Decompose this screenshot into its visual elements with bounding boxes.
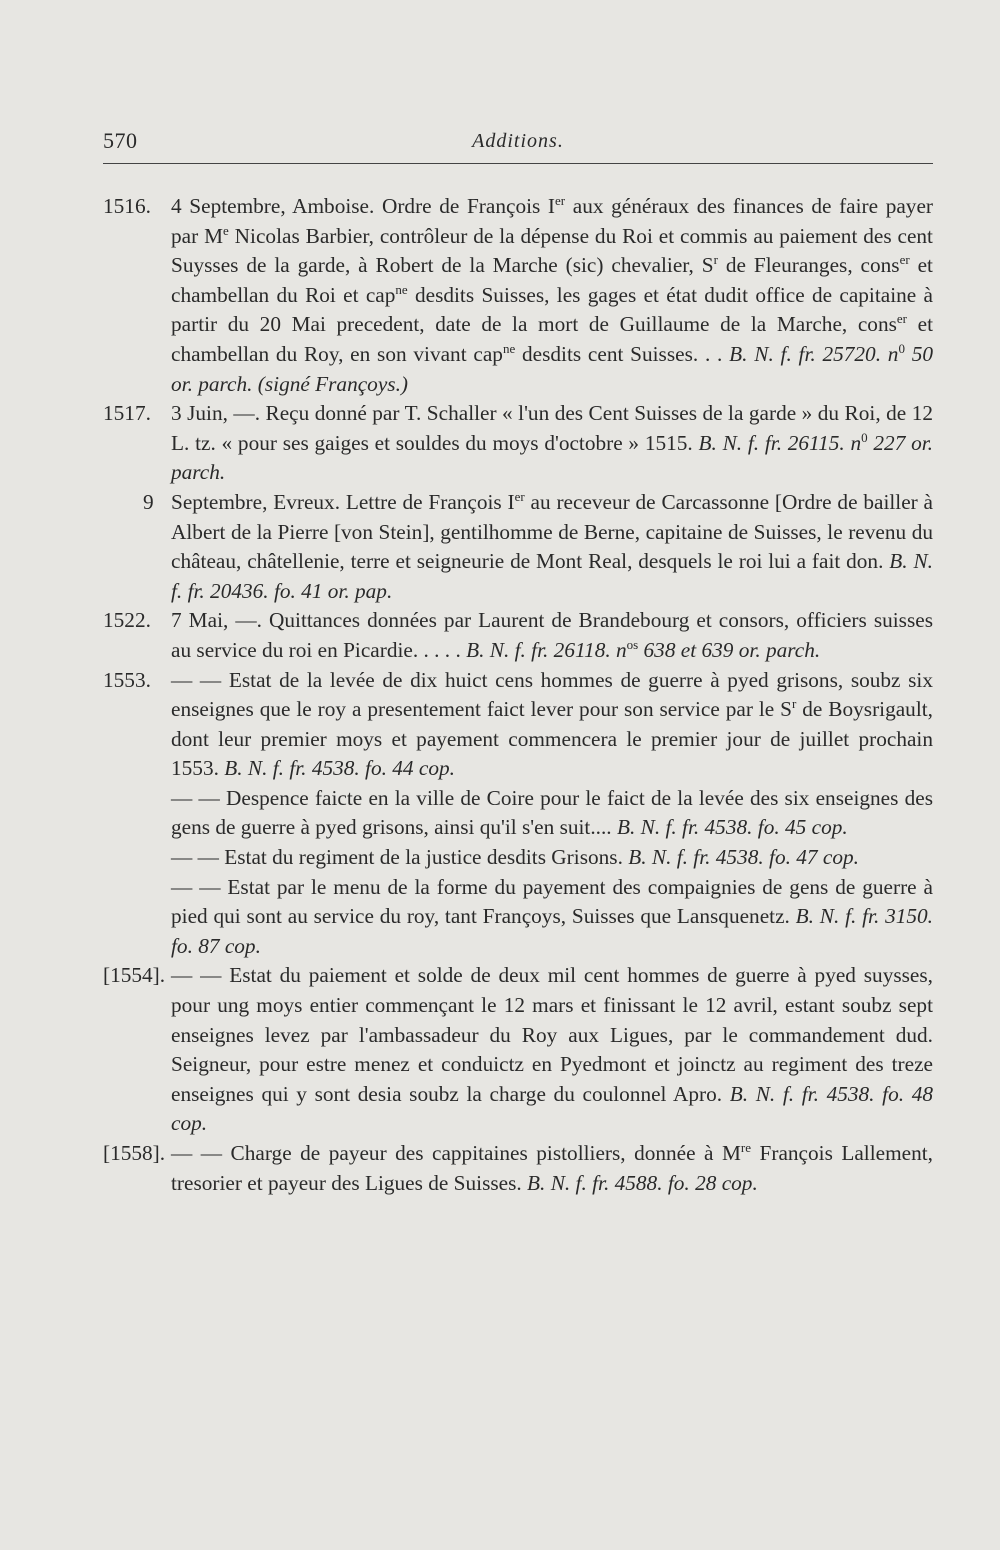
source-reference: B. N. f. fr. 4588. fo. 28 cop. bbox=[527, 1170, 758, 1195]
entry-1553-regiment bbox=[103, 843, 933, 873]
entry-text: aux généraux des finances de faire payer par M bbox=[171, 194, 933, 248]
entry-text: et chambellan du Roi et cap bbox=[171, 253, 933, 307]
entry-text: et chambellan du Roy, en son vivant cap bbox=[171, 312, 933, 366]
entry-1522 bbox=[103, 606, 933, 665]
entry-text: François Lallement, tresorier et payeur des Ligues de Suisses. bbox=[171, 1141, 933, 1195]
entry-year: 1522. bbox=[103, 608, 151, 633]
superscript: er bbox=[514, 488, 525, 504]
entry-1553-coire bbox=[103, 784, 933, 843]
entry-text: — — Estat de la levée de dix huict cens hommes de guerre à pyed grisons, soubz six enseignes que le roy a presentement faict lever pour son service par le S bbox=[171, 667, 933, 722]
source-reference: B. N. f. fr. 4538. fo. 48 cop. bbox=[171, 1081, 933, 1136]
entry-text: — — Estat par le menu de la forme du payement des compaignies de gens de guerre à pied qui sont au service du roy, tant Françoys, Suisses que Lansquenetz. bbox=[171, 874, 933, 929]
entry-text: desdits Suisses, les gages et état dudit office de capitaine à partir du 20 Mai precedent, date de la mort de Guillaume de la Marche, cons bbox=[171, 282, 933, 337]
header-rule bbox=[103, 163, 933, 164]
source-reference: B. N. f. fr. 20436. fo. 41 or. pap. bbox=[171, 549, 934, 603]
entry-text: Nicolas Barbier, contrôleur de la dépense du Roi et commis au paiement des cent Suysses de la garde, à Robert de la Marche (sic) chevalier, S bbox=[171, 223, 933, 278]
entry-1553 bbox=[103, 666, 933, 784]
entry-text: desdits cent Suisses. . . bbox=[515, 341, 730, 366]
entry-1554 bbox=[103, 961, 933, 1139]
page-header bbox=[103, 128, 933, 160]
source-reference: B. N. f. fr. 3150. fo. 87 cop. bbox=[171, 904, 933, 958]
entry-text: au receveur de Carcassonne [Ordre de bailler à Albert de la Pierre [von Stein], gentilhomme de Berne, capitaine de Suisses, le revenu du château, châtellenie, terre et seigneurie de Mont Real, desquels le roi lui a fait don. bbox=[171, 489, 933, 574]
superscript: 0 bbox=[861, 429, 868, 445]
entry-text: 4 Septembre, Amboise. Ordre de François I bbox=[171, 194, 556, 218]
page-number: 570 bbox=[103, 128, 138, 153]
entry-text: 7 Mai, —. Quittances données par Laurent de Brandebourg et consors, officiers suisses au service du roi en Picardie. . . . . bbox=[171, 608, 933, 662]
source-reference: B. N. f. fr. 4538. fo. 47 cop. bbox=[628, 845, 859, 870]
superscript: ne bbox=[502, 340, 516, 356]
superscript: er bbox=[555, 193, 566, 208]
source-reference: B. N. f. fr. 26115. n bbox=[698, 430, 862, 455]
entry-day: 9 bbox=[143, 489, 154, 514]
source-reference-end: 638 et 639 or. parch. bbox=[638, 637, 821, 662]
superscript: os bbox=[626, 636, 639, 652]
source-reference: B. N. f. fr. 4538. fo. 44 cop. bbox=[224, 756, 455, 781]
entries-list bbox=[103, 192, 933, 1198]
superscript: er bbox=[899, 252, 910, 268]
entry-text: Septembre, Evreux. Lettre de François I bbox=[171, 489, 515, 514]
entry-text: — — Charge de payeur des cappitaines pistolliers, donnée à M bbox=[171, 1141, 741, 1165]
entry-1553-payement bbox=[103, 873, 933, 962]
source-reference-end: 227 or. parch. bbox=[171, 430, 933, 485]
entry-1517 bbox=[103, 399, 933, 488]
superscript: ne bbox=[395, 281, 408, 297]
superscript: r bbox=[713, 252, 718, 268]
entry-year: 1516. bbox=[103, 194, 151, 218]
source-reference: B. N. f. fr. 4538. fo. 45 cop. bbox=[616, 815, 848, 840]
entry-1516 bbox=[103, 192, 933, 399]
superscript: e bbox=[223, 222, 229, 238]
entry-1558 bbox=[103, 1139, 933, 1198]
source-reference: B. N. f. fr. 25720. n bbox=[729, 341, 899, 366]
entry-year: [1554]. bbox=[103, 963, 166, 988]
entry-text: — — Despence faicte en la ville de Coire pour le faict de la levée des six enseignes des gens de guerre à pyed grisons, ainsi qu'il s'en suit.... bbox=[171, 785, 933, 840]
entry-text: — — Estat du regiment de la justice desdits Grisons. bbox=[171, 845, 629, 870]
entry-text: — — Estat du paiement et solde de deux mil cent hommes de guerre à pyed suysses, pour ung moys entier commençant le 12 mars et finissant le 12 avril, estant soubz sept enseignes levez par l'ambassadeur du Roy aux Ligues, par le commandement dud. Seigneur, pour estre menez et conduictz en Pyedmont et joinctz au regiment des treze enseignes qui y sont desia soubz la charge du coulonnel Apro. bbox=[171, 963, 933, 1106]
entry-text: de Boysrigault, dont leur premier moys et payement commencera le premier jour de juillet prochain 1553. bbox=[171, 697, 933, 781]
superscript: 0 bbox=[898, 340, 905, 356]
entry-text: 3 Juin, —. Reçu donné par T. Schaller « l'un des Cent Suisses de la garde » du Roi, de 12 L. tz. « pour ses gaiges et souldes du moys d'octobre » 1515. bbox=[171, 401, 933, 455]
running-title: Additions. bbox=[472, 130, 564, 152]
entry-year: 1553. bbox=[103, 667, 151, 692]
superscript: re bbox=[740, 1140, 752, 1155]
entry-1517-september bbox=[103, 488, 933, 606]
entry-year: 1517. bbox=[103, 401, 151, 426]
superscript: er bbox=[896, 311, 907, 327]
source-reference: B. N. f. fr. 26118. n bbox=[466, 637, 627, 662]
entry-text: de Fleuranges, cons bbox=[717, 253, 900, 278]
entry-year: [1558]. bbox=[103, 1141, 166, 1165]
source-reference-end: 50 or. parch. (signé Françoys.) bbox=[171, 341, 934, 396]
superscript: r bbox=[792, 696, 797, 712]
